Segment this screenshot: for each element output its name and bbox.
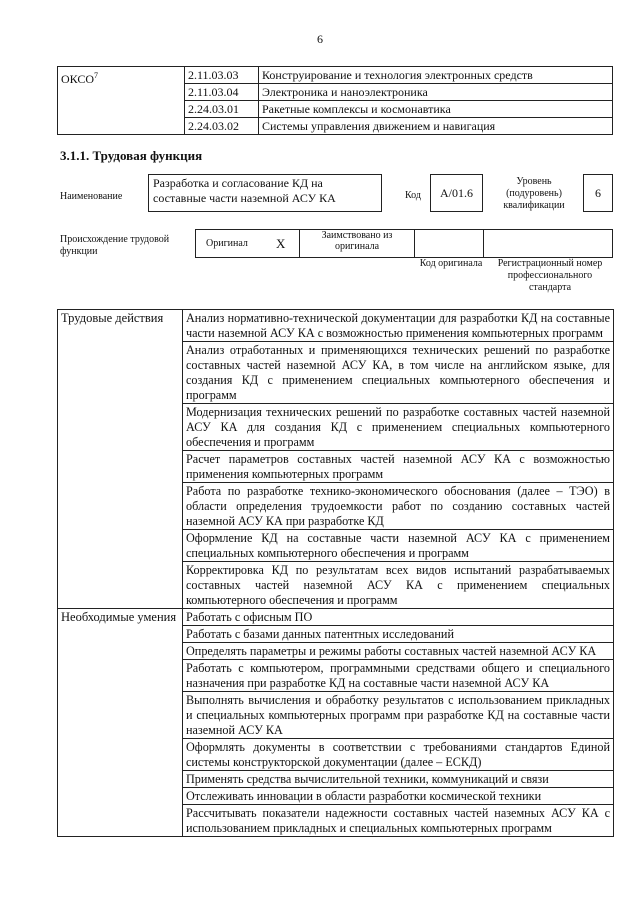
origin-borrowed: Заимствовано из оригинала — [300, 230, 415, 258]
code-caption: Код оригинала — [419, 258, 483, 269]
origin-reg-cell — [484, 230, 613, 258]
origin-original: Оригинал — [196, 230, 274, 258]
level-label: Уровень (подуровень) квалификации — [503, 176, 565, 211]
okso-code: 2.11.03.03 — [185, 67, 259, 84]
section-title: 3.1.1. Трудовая функция — [60, 148, 203, 163]
okso-label: ОКСО — [61, 72, 95, 86]
function-name: Разработка и согласование КД на составные части наземной АСУ КА — [148, 174, 382, 212]
skills-header: Необходимые умения — [58, 609, 183, 837]
reg-caption: Регистрационный номер профессионального стандарта — [497, 258, 603, 293]
origin-table — [195, 229, 613, 258]
skill: Отслеживать инновации в области разработки космической техники — [183, 788, 614, 805]
okso-code: 2.24.03.01 — [185, 101, 259, 118]
labor-action: Модернизация технических решений по разработке составных частей наземной АСУ КА для создания КД с применением специальных компьютерного обеспечения и программ — [183, 404, 614, 451]
page-number: 6 — [317, 32, 323, 46]
okso-code: 2.24.03.02 — [185, 118, 259, 135]
labor-action: Анализ отработанных и применяющихся технических решений по разработке составных частей наземной АСУ КА, в том числе на английском языке, для создания КД с применением специальных компьютерного обеспечения и программ — [183, 342, 614, 404]
okso-name: Электроника и наноэлектроника — [259, 84, 613, 101]
okso-table — [57, 66, 613, 135]
skill: Рассчитывать показатели надежности составных частей наземных АСУ КА с использованием прикладных и специальных компьютерных программ — [183, 805, 614, 837]
origin-label: Происхождение трудовой функции — [60, 234, 170, 257]
skill: Выполнять вычисления и обработку результатов с использованием прикладных и специальных компьютерных программ при разработке КД на составные части наземной АСУ КА — [183, 692, 614, 739]
function-table — [57, 309, 614, 837]
labor-action: Расчет параметров составных частей наземной АСУ КА с возможностью применения компьютерных программ — [183, 451, 614, 483]
skill: Работать с компьютером, программными средствами общего и специального назначения при разработке КД на составные части наземной АСУ КА — [183, 660, 614, 692]
labor-action: Работа по разработке технико-экономического обоснования (далее – ТЭО) в области определения трудоемкости работ по созданию составных частей наземной АСУ КА при разработке КД — [183, 483, 614, 530]
labor-action: Корректировка КД по результатам всех видов испытаний разрабатываемых составных частей наземной АСУ КА с применением специальных компьютерного обеспечения и программ — [183, 562, 614, 609]
function-code: A/01.6 — [430, 174, 483, 212]
labor-actions-header: Трудовые действия — [58, 310, 183, 609]
skill: Применять средства вычислительной техники, коммуникаций и связи — [183, 771, 614, 788]
skill: Работать с офисным ПО — [183, 609, 614, 626]
okso-name: Ракетные комплексы и космонавтика — [259, 101, 613, 118]
labor-action: Оформление КД на составные части наземной АСУ КА с применением специальных компьютерного обеспечения и программ — [183, 530, 614, 562]
okso-name: Конструирование и технология электронных средств — [259, 67, 613, 84]
skill: Оформлять документы в соответствии с требованиями стандартов Единой системы конструкторской документации (далее – ЕСКД) — [183, 739, 614, 771]
skill: Работать с базами данных патентных исследований — [183, 626, 614, 643]
skill: Определять параметры и режимы работы составных частей наземной АСУ КА — [183, 643, 614, 660]
origin-mark: X — [273, 230, 300, 258]
okso-code: 2.11.03.04 — [185, 84, 259, 101]
code-label: Код — [405, 190, 421, 201]
origin-code-cell — [415, 230, 484, 258]
okso-label-cell — [58, 67, 185, 135]
name-label: Наименование — [60, 191, 123, 202]
okso-footnote: 7 — [94, 71, 99, 80]
labor-action: Анализ нормативно-технической документации для разработки КД на составные части наземной АСУ КА с возможностью применения компьютерных программ — [183, 310, 614, 342]
level-value: 6 — [583, 174, 613, 212]
okso-name: Системы управления движением и навигация — [259, 118, 613, 135]
